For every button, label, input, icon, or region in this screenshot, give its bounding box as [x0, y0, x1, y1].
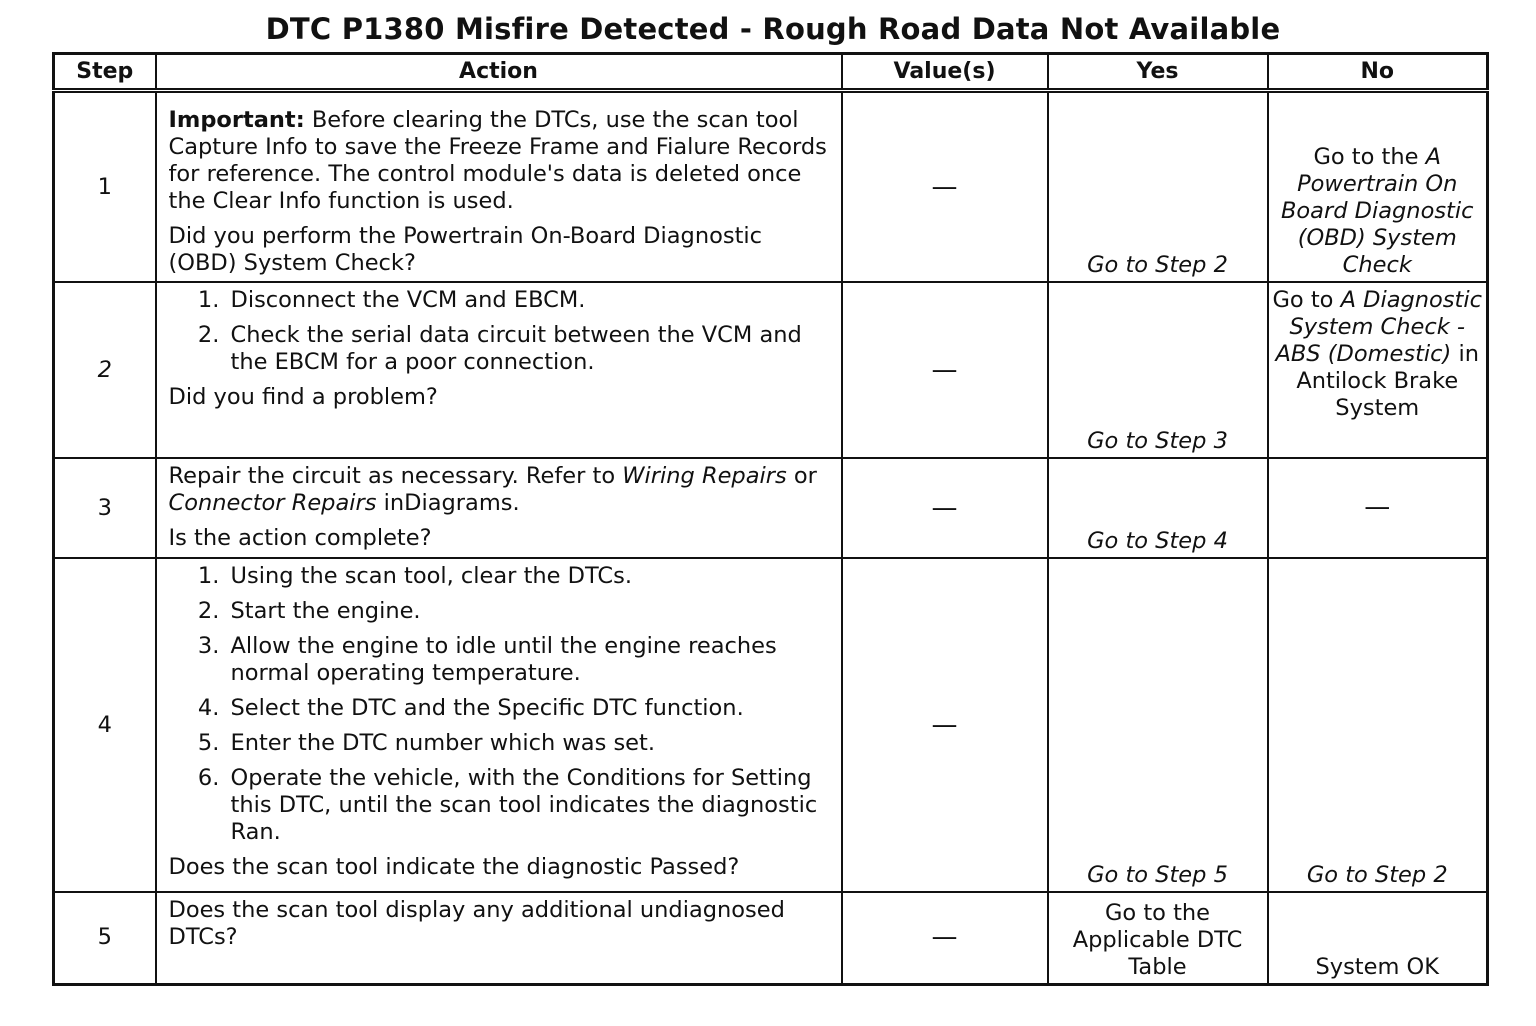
value-cell: — [842, 282, 1048, 458]
wiring-repairs-reference: Wiring Repairs [622, 463, 787, 489]
step-number: 4 [54, 558, 156, 892]
action-cell [156, 282, 842, 458]
value-cell: — [842, 892, 1048, 984]
no-prefix: Go to the [1313, 144, 1426, 170]
diagnostic-table [52, 52, 1489, 986]
no-cell: Go to Step 2 [1268, 558, 1488, 892]
action-question: Is the action complete? [168, 525, 432, 551]
header-yes: Yes [1048, 54, 1268, 91]
action-cell [156, 558, 842, 892]
step-number: 1 [54, 91, 156, 283]
action-text-part: Repair the circuit as necessary. Refer to [168, 463, 623, 489]
action-text [169, 463, 835, 517]
no-cell: System OK [1268, 892, 1488, 984]
table-header-row [54, 54, 1488, 91]
action-cell [156, 892, 842, 984]
yes-cell: Go to Step 4 [1048, 458, 1268, 558]
important-label: Important: [168, 107, 305, 133]
no-reference: A Diagnostic System Check - ABS (Domestic) [1275, 287, 1482, 367]
list-item: 3. Allow the engine to idle until the engine reaches normal operating temperature. [227, 633, 835, 687]
no-reference: A Powertrain On Board Diagnostic (OBD) System Check [1280, 144, 1474, 278]
table-row [54, 458, 1488, 558]
table-row [54, 558, 1488, 892]
action-question: Did you find a problem? [168, 384, 438, 410]
yes-cell: Go to Step 2 [1048, 91, 1268, 283]
no-prefix: Go to [1272, 287, 1341, 313]
action-text-part: or [786, 463, 817, 489]
list-item: 1. Disconnect the VCM and EBCM. [227, 287, 835, 314]
connector-repairs-reference: Connector Repairs [168, 490, 377, 516]
no-suffix: in Antilock Brake System [1296, 341, 1479, 421]
action-cell [156, 458, 842, 558]
value-cell: — [842, 458, 1048, 558]
action-cell [156, 91, 842, 283]
list-item: 5. Enter the DTC number which was set. [227, 730, 835, 757]
no-cell [1268, 282, 1488, 458]
no-cell: — [1268, 458, 1488, 558]
value-cell: — [842, 558, 1048, 892]
step-number: 3 [54, 458, 156, 558]
yes-cell: Go to Step 5 [1048, 558, 1268, 892]
list-item: 6. Operate the vehicle, with the Conditions for Setting this DTC, until the scan tool indicates the diagnostic Ran. [227, 765, 835, 846]
page-title: DTC P1380 Misfire Detected - Rough Road Data Not Available [265, 12, 1281, 46]
list-item: 2. Check the serial data circuit between the VCM and the EBCM for a poor connection. [227, 322, 835, 376]
table-row [54, 892, 1488, 984]
action-list [169, 287, 835, 376]
step-number: 2 [54, 282, 156, 458]
action-list [169, 563, 835, 846]
yes-cell: Go to the Applicable DTC Table [1048, 892, 1268, 984]
table-row [54, 282, 1488, 458]
yes-cell: Go to Step 3 [1048, 282, 1268, 458]
list-item: 1. Using the scan tool, clear the DTCs. [227, 563, 835, 590]
important-note [169, 107, 835, 215]
value-cell: — [842, 91, 1048, 283]
no-cell [1268, 91, 1488, 283]
important-text: Before clearing the DTCs, use the scan tool Capture Info to save the Freeze Frame and Fialure Records for reference. The control module's data is deleted once the Clear Info function is used. [168, 107, 827, 214]
header-step: Step [54, 54, 156, 91]
action-question: Did you perform the Powertrain On-Board Diagnostic (OBD) System Check? [168, 223, 763, 276]
header-no: No [1268, 54, 1488, 91]
table-row [54, 91, 1488, 283]
action-question: Does the scan tool indicate the diagnostic Passed? [168, 854, 740, 880]
step-number: 5 [54, 892, 156, 984]
action-question: Does the scan tool display any additional undiagnosed DTCs? [168, 897, 785, 950]
header-values: Value(s) [842, 54, 1048, 91]
header-action: Action [156, 54, 842, 91]
list-item: 2. Start the engine. [227, 598, 835, 625]
action-text-part: inDiagrams. [376, 490, 520, 516]
list-item: 4. Select the DTC and the Specific DTC function. [227, 695, 835, 722]
